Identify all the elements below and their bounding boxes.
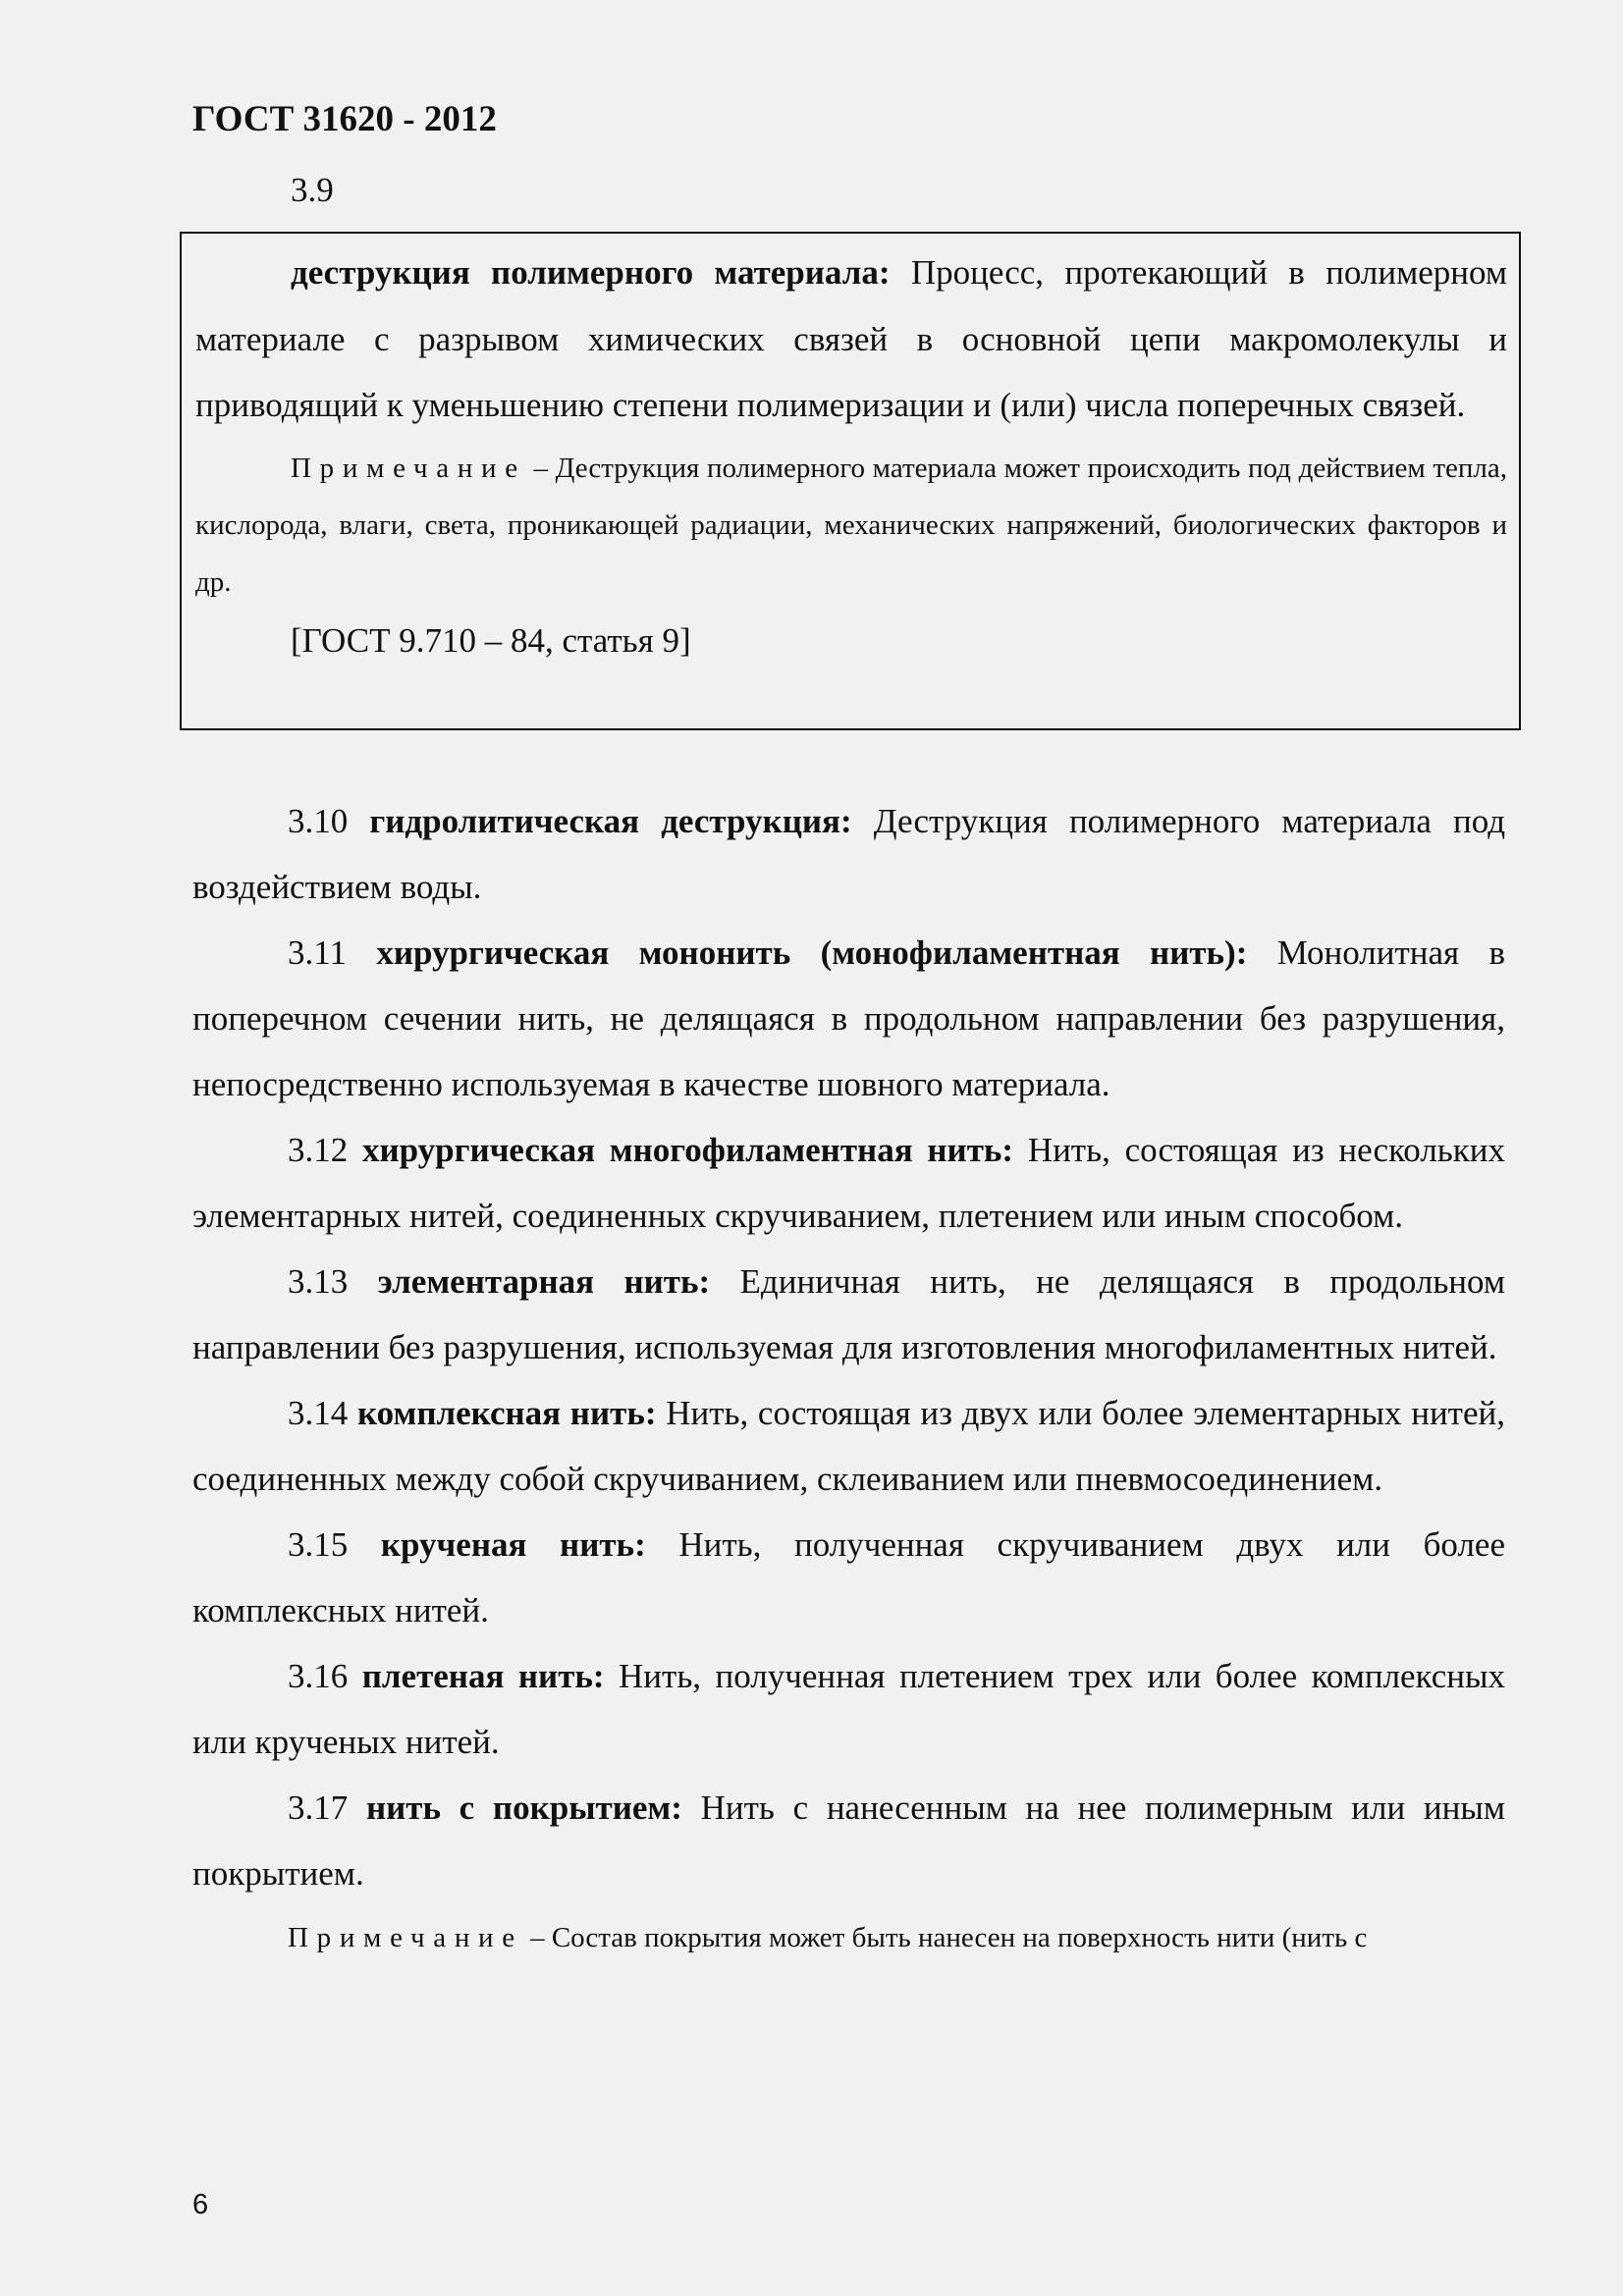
term-definition: Нить, состоящая из двух или более элементарных нитей, соединенных между собой скручиванием, склеиванием или пневмосоединением. [192,1394,1505,1498]
term-entry-3-16 [192,1643,1505,1775]
term-number: 3.12 [288,1131,349,1169]
term-definition: Единичная нить, не делящаяся в продольном направлении без разрушения, используемая для изготовления многофиламентных нитей. [192,1262,1505,1366]
term-name: гидролитическая деструкция: [369,802,852,840]
note-3-9 [195,439,1507,611]
note-3-17 [192,1906,1505,1967]
term-name: хирургическая мононить (монофиламентная нить): [376,934,1248,972]
note-text-3-9: – Деструкция полимерного материала может происходить под действием тепла, кислорода, влаги, света, проникающей радиации, механических напряжений, биологических факторов и др. [195,452,1507,598]
term-number: 3.10 [288,802,349,840]
definition-box-content [195,234,1507,671]
term-entry-3-11 [192,920,1505,1117]
term-number: 3.15 [288,1525,349,1564]
term-definition: Нить, полученная плетением трех или более комплексных или крученых нитей. [192,1657,1505,1761]
term-entry-3-17 [192,1775,1505,1906]
term-entry-3-10 [192,788,1505,920]
term-name: нить с покрытием: [365,1789,682,1827]
term-definition: Деструкция полимерного материала под воздействием воды. [192,802,1506,906]
term-name: плетеная нить: [361,1657,605,1695]
term-number: 3.17 [288,1789,349,1827]
definition-3-9 [195,234,1507,439]
term-entry-3-15 [192,1512,1505,1643]
term-definition: Нить, полученная скручиванием двух или более комплексных нитей. [192,1525,1506,1629]
note-label-3-9: Примечание [291,452,526,484]
term-entry-3-12 [192,1117,1505,1249]
source-reference-3-9: [ГОСТ 9.710 – 84, статья 9] [291,620,691,660]
note-label-3-17: Примечание [288,1922,523,1953]
definition-box [180,232,1521,730]
term-name: хирургическая многофиламентная нить: [362,1131,1014,1169]
terms-list [192,788,1505,1967]
document-header: ГОСТ 31620 - 2012 [192,99,497,139]
term-number: 3.13 [288,1262,349,1301]
term-name: элементарная нить: [377,1262,711,1301]
term-entry-3-13 [192,1249,1505,1380]
term-number: 3.16 [288,1657,349,1695]
term-definition: Нить, состоящая из нескольких элементарных нитей, соединенных скручиванием, плетением или иным способом. [192,1131,1505,1235]
page-number: 6 [192,2189,209,2220]
term-definition: Монолитная в поперечном сечении нить, не делящаяся в продольном направлении без разрушения, непосредственно используемая в качестве шовного материала. [192,934,1505,1103]
term-definition: Нить с нанесенным на нее полимерным или иным покрытием. [192,1789,1505,1893]
term-number: 3.11 [288,934,347,972]
term-name: крученая нить: [380,1525,646,1564]
term-3-9: деструкция полимерного материала: [291,253,891,292]
note-text-3-17: – Состав покрытия может быть нанесен на поверхность нити (нить с [522,1922,1368,1953]
definition-text-3-9: Процесс, протекающий в полимерном материале с разрывом химических связей в основной цепи макромолекулы и приводящий к уменьшению степени полимеризации и (или) числа поперечных связей. [195,253,1507,424]
term-entry-3-14 [192,1380,1505,1512]
section-number-3-9: 3.9 [291,171,334,209]
term-number: 3.14 [288,1394,349,1432]
term-name: комплексная нить: [356,1394,657,1432]
